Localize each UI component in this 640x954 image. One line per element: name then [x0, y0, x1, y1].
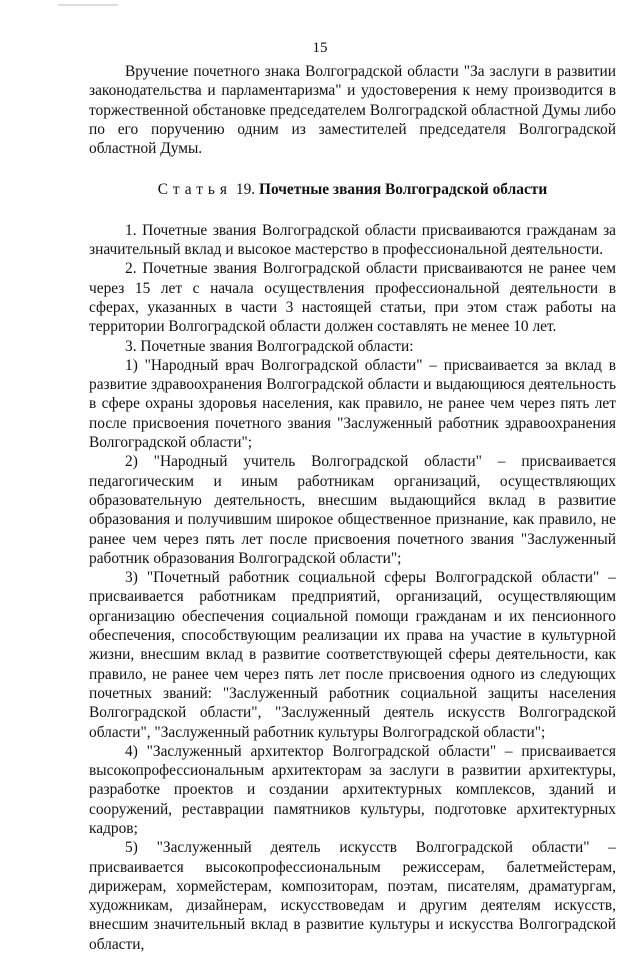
page-number: 15 — [312, 40, 328, 56]
paragraph-part-2: 2. Почетные звания Волгоградской области присваиваются не ранее чем через 15 лет с начала осуществления профессиональной деятельности в сферах, указанных в части 3 настоящей статьи, при этом стаж работы на территории Волгоградской области должен составлять не менее 10 лет. — [89, 260, 616, 336]
article-title: Почетные звания Волгоградской области — [258, 181, 548, 199]
document-body — [89, 62, 616, 954]
list-item-5: 5) "Заслуженный деятель искусств Волгоградской области" – присваивается высокопрофессиональным режиссерам, балетмейстерам, дирижерам, хормейстерам, композиторам, поэтам, писателям, драматургам, художникам, дизайнерам, искусствоведам и другим деятелям искусств, внесшим значительный вклад в развитие культуры и искусства Волгоградской области, — [89, 839, 616, 953]
paragraph-part-3: 3. Почетные звания Волгоградской области: — [125, 337, 414, 355]
article-heading — [89, 180, 616, 199]
paragraph-part-1: 1. Почетные звания Волгоградской области присваиваются гражданам за значительный вклад и высокое мастерство в профессиональной деятельности. — [89, 221, 616, 259]
list-item-2: 2) "Народный учитель Волгоградской области" – присваивается педагогическим и иным работникам организаций, осуществляющих образовательную деятельность, внесшим выдающийся вклад в развитие образования и получившим широкое общественное признание, как правило, не ранее чем через пять лет после присвоения почетного звания "Заслуженный работник образования Волгоградской области"; — [89, 453, 616, 567]
article-word: Статья — [157, 181, 233, 199]
article-number: 19. — [235, 181, 256, 199]
intro-paragraph: Вручение почетного знака Волгоградской области "За заслуги в развитии законодательства и парламентаризма" и удостоверения к нему производится в торжественной обстановке председателем Волгоградской областной Думы либо по его поручению одним из заместителей председателя Волгоградской областной Думы. — [89, 63, 616, 158]
scan-artifact — [58, 4, 118, 6]
list-item-1: 1) "Народный врач Волгоградской области" – присваивается за вклад в развитие здравоохранения Волгоградской области и выдающиюся деятельность в сфере охраны здоровья населения, как правило, не ранее чем через пять лет после присвоения почетного звания "Заслуженный работник здравоохранения Волгоградской области"; — [89, 356, 616, 452]
list-item-4: 4) "Заслуженный архитектор Волгоградской области" – присваивается высокопрофессиональным архитекторам за заслуги в развитии архитектуры, разработке проектов и создании архитектурных комплексов, зданий и сооружений, реставрации памятников культуры, подготовке архитектурных кадров; — [89, 742, 616, 837]
list-item-3: 3) "Почетный работник социальной сферы Волгоградской области" – присваивается работникам предприятий, организаций, осуществляющим организацию обеспечения социальной помощи гражданам и их пенсионного обеспечения, способствующим реализации их права на участие в культурной жизни, внесшим вклад в развитие соответствующей сферы деятельности, как правило, не ранее чем через пять лет после присвоения одного из следующих почетных званий: "Заслуженный работник социальной защиты населения Волгоградской области", "Заслуженный деятель искусств Волгоградской области", "Заслуженный работник культуры Волгоградской области"; — [89, 569, 616, 741]
